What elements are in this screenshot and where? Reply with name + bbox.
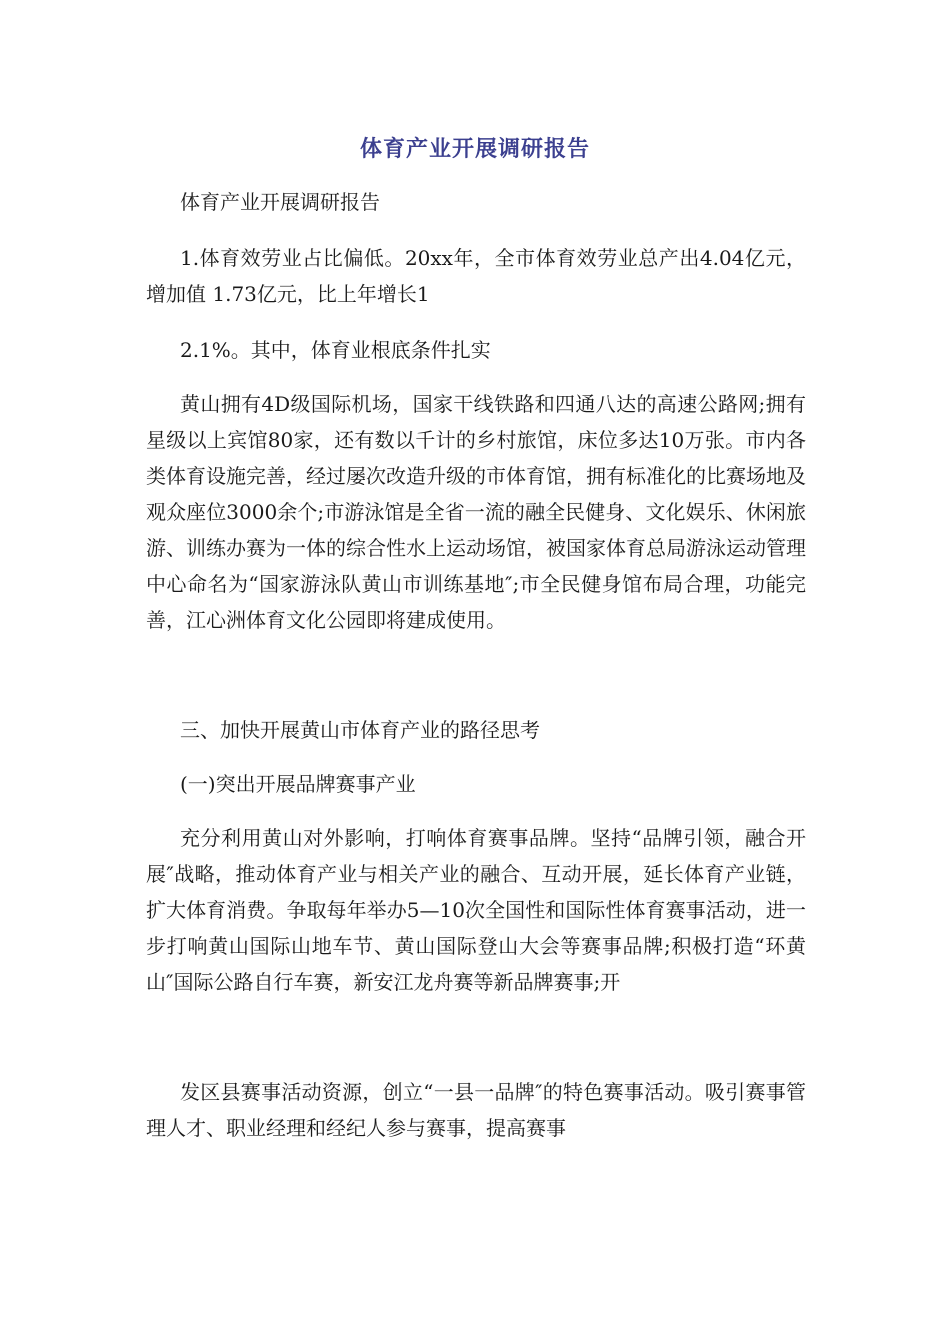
document-title: 体育产业开展调研报告	[359, 137, 590, 162]
paragraph-text: 体育产业开展调研报告	[180, 190, 380, 214]
paragraph-subtitle	[146, 184, 806, 220]
paragraph-text: 三、加快开展黄山市体育产业的路径思考	[180, 718, 540, 742]
paragraph-text: 黄山拥有4D级国际机场，国家干线铁路和四通八达的高速公路网;拥有星级以上宾馆80家，还有数以千计的乡村旅馆，床位多达10万张。市内各类体育设施完善，经过屡次改造升级的市体育馆，拥有标准化的比赛场地及观众座位3000余个;市游泳馆是全省一流的融全民健身、文化娱乐、休闲旅游、训练办赛为一体的综合性水上运动场馆，被国家体育总局游泳运动管理中心命名为“国家游泳队黄山市训练基地″;市全民健身馆布局合理，功能完善，江心洲体育文化公园即将建成使用。	[146, 392, 806, 632]
paragraph-text: 1.体育效劳业占比偏低。20xx年，全市体育效劳业总产出4.04亿元，增加值 1.73亿元，比上年增长1	[146, 246, 806, 306]
paragraph-growth	[146, 332, 806, 368]
paragraph-service-share	[146, 240, 806, 312]
paragraph-brand-events	[146, 820, 806, 1000]
paragraph-county-events	[146, 1074, 806, 1146]
paragraph-text: 发区县赛事活动资源，创立“一县一品牌″的特色赛事活动。吸引赛事管理人才、职业经理和经纪人参与赛事，提高赛事	[146, 1080, 806, 1140]
paragraph-text: 2.1%。其中，体育业根底条件扎实	[180, 338, 491, 362]
subsection-heading-one	[146, 766, 806, 802]
paragraph-text: (一)突出开展品牌赛事产业	[180, 772, 416, 796]
paragraph-text: 充分利用黄山对外影响，打响体育赛事品牌。坚持“品牌引领，融合开展″战略，推动体育产业与相关产业的融合、互动开展，延长体育产业链，扩大体育消费。争取每年举办5—10次全国性和国际性体育赛事活动，进一步打响黄山国际山地车节、黄山国际登山大会等赛事品牌;积极打造“环黄山″国际公路自行车赛，新安江龙舟赛等新品牌赛事;开	[146, 826, 806, 994]
section-heading-three	[146, 712, 806, 748]
paragraph-infrastructure	[146, 386, 806, 638]
